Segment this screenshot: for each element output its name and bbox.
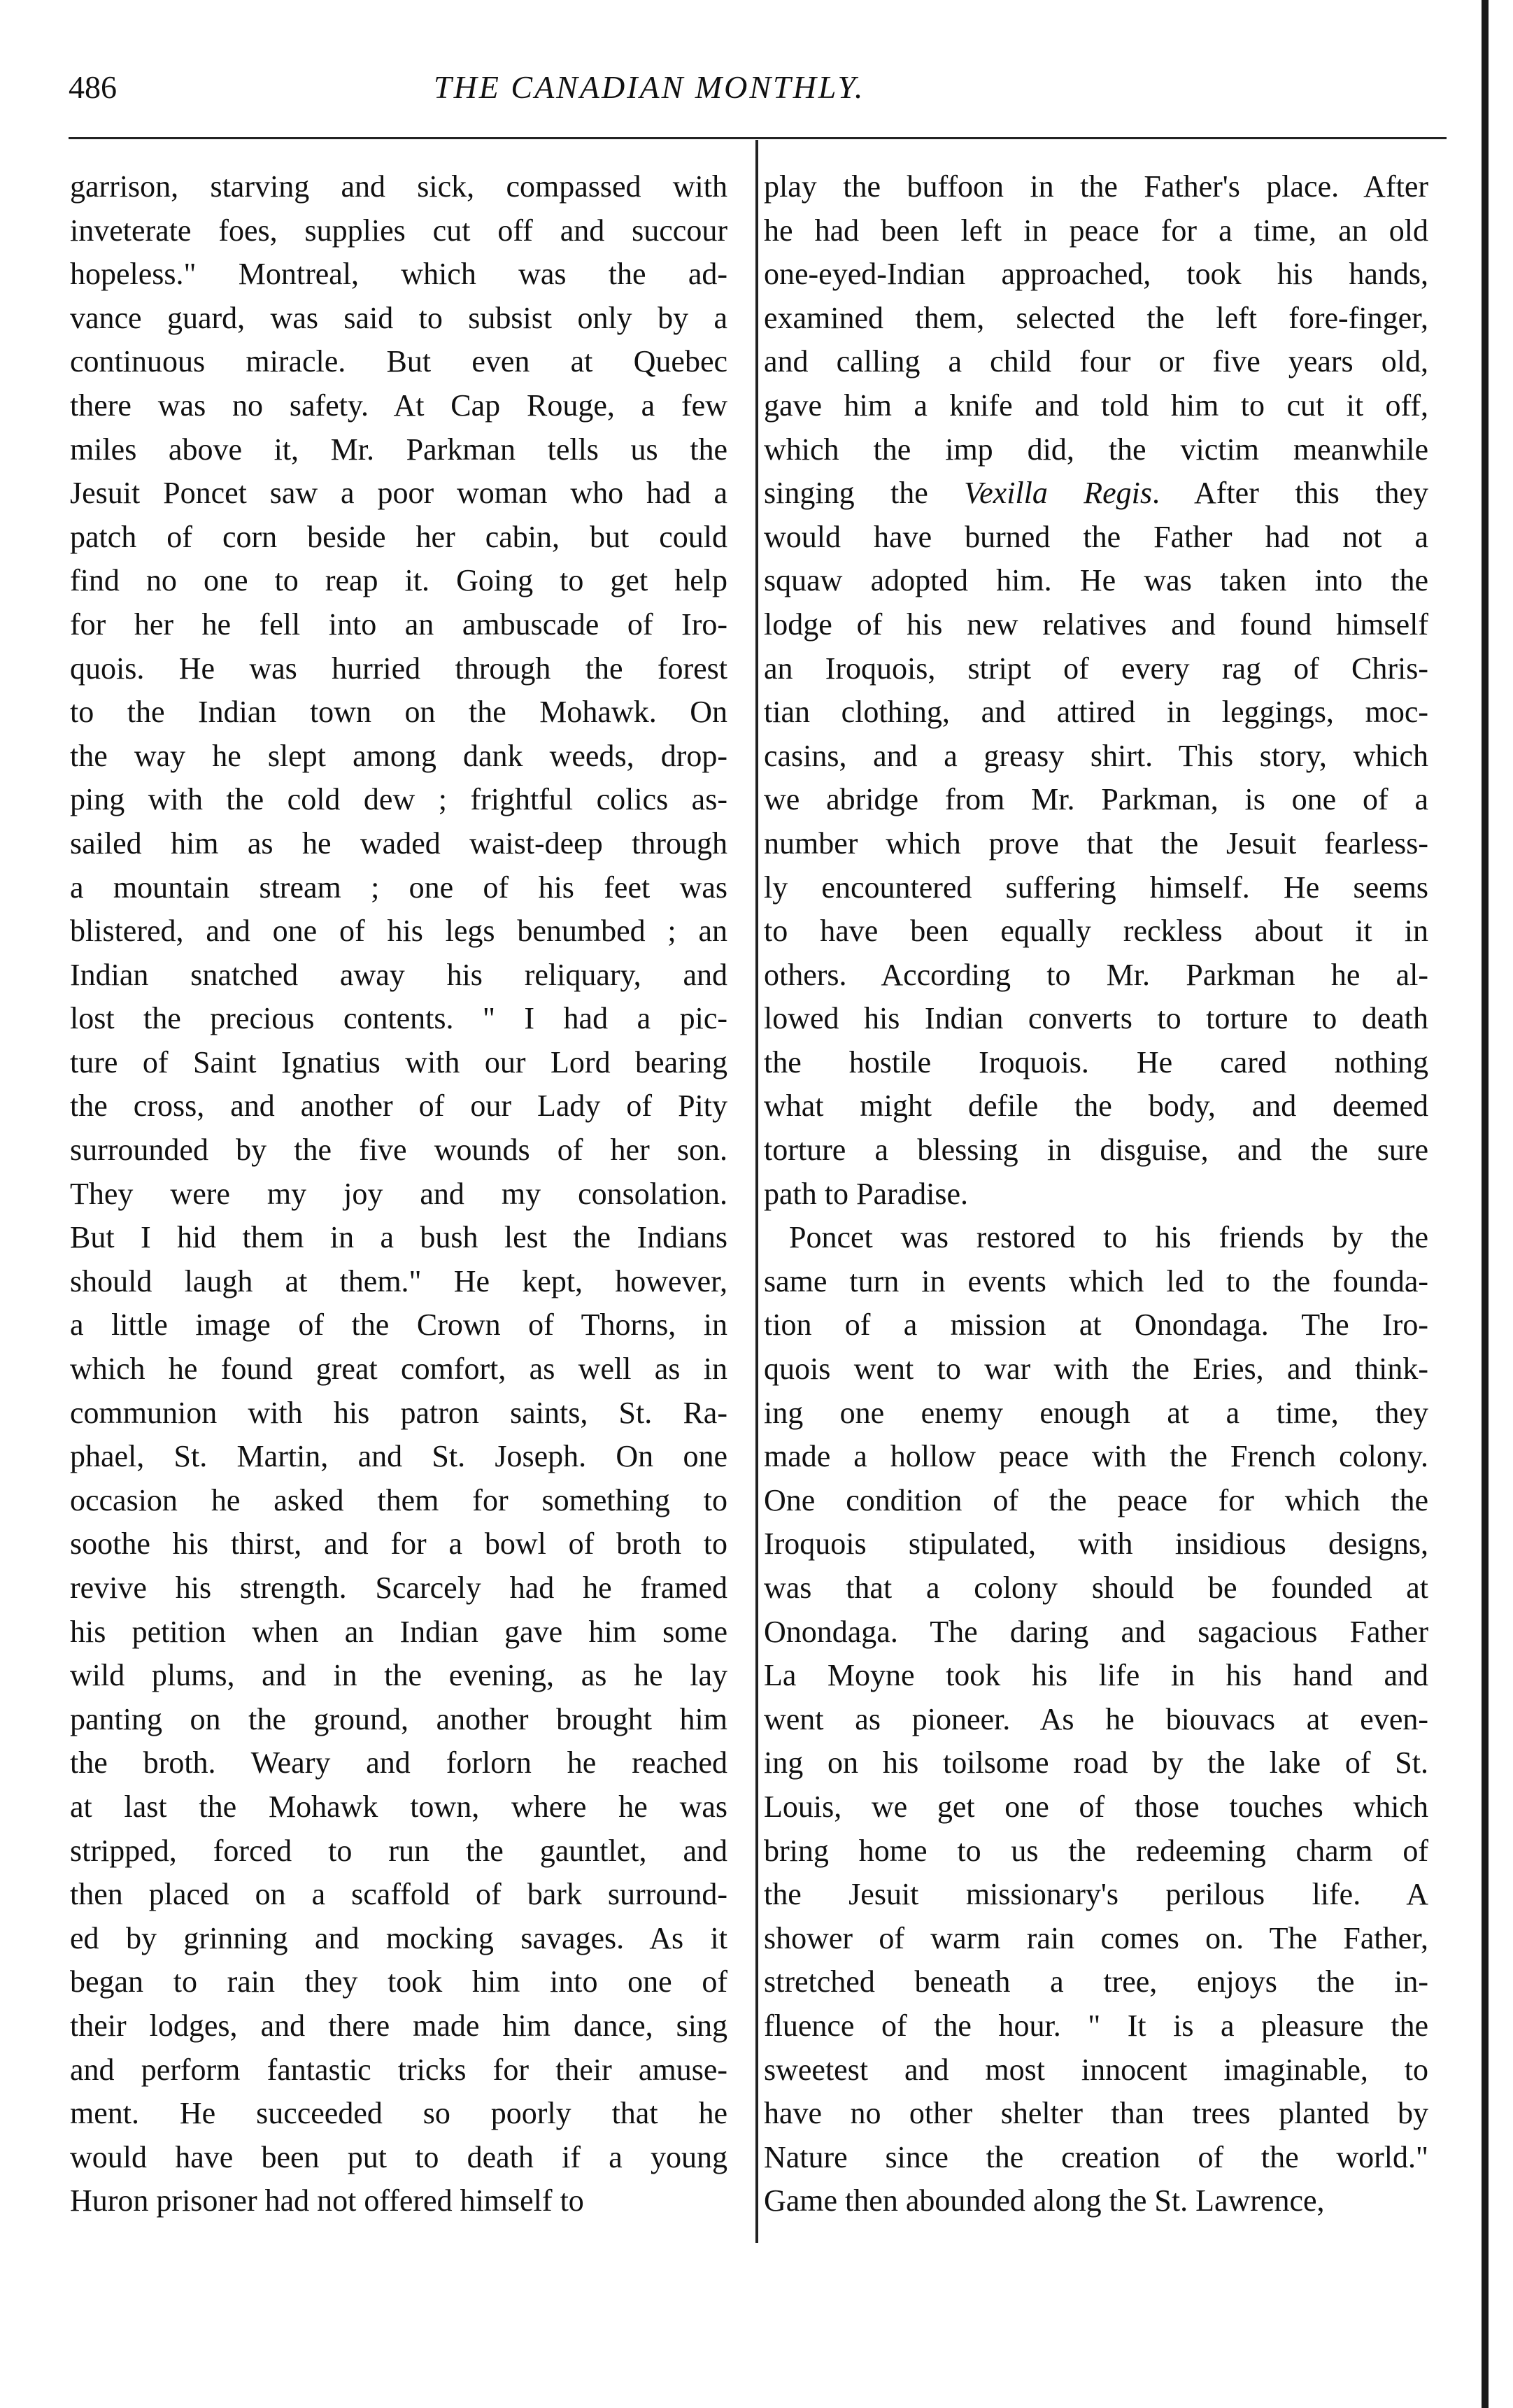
- text-line: would have burned the Father had not a: [764, 519, 1428, 554]
- text-line: lost the precious contents. " I had a pic-: [70, 1001, 727, 1036]
- text-line: examined them, selected the left fore-finger,: [764, 300, 1428, 335]
- text-line: lodge of his new relatives and found himself: [764, 607, 1428, 642]
- text-line: ed by grinning and mocking savages. As it: [70, 1920, 727, 1955]
- text-line: Onondaga. The daring and sagacious Father: [764, 1614, 1428, 1649]
- text-line: quois. He was hurried through the forest: [70, 651, 727, 686]
- text-line: one-eyed-Indian approached, took his hands,: [764, 257, 1428, 292]
- text-line: Indian snatched away his reliquary, and: [70, 957, 727, 992]
- text-line: to have been equally reckless about it in: [764, 914, 1428, 949]
- text-line: Poncet was restored to his friends by the: [789, 1220, 1428, 1255]
- right-column: [764, 165, 1428, 2223]
- text-line: the cross, and another of our Lady of Pity: [70, 1089, 727, 1124]
- text-line: a little image of the Crown of Thorns, in: [70, 1308, 727, 1343]
- text-line: La Moyne took his life in his hand and: [764, 1658, 1428, 1693]
- text-line: garrison, starving and sick, compassed with: [70, 169, 727, 204]
- text-line: shower of warm rain comes on. The Father,: [764, 1920, 1428, 1955]
- text-line: an Iroquois, stript of every rag of Chris-: [764, 651, 1428, 686]
- text-line: soothe his thirst, and for a bowl of broth to: [70, 1527, 727, 1561]
- text-line: he had been left in peace for a time, an old: [764, 213, 1428, 248]
- text-line: inveterate foes, supplies cut off and succour: [70, 213, 727, 248]
- text-line: his petition when an Indian gave him some: [70, 1614, 727, 1649]
- text-line: torture a blessing in disguise, and the sure: [764, 1133, 1428, 1168]
- text-line: the hostile Iroquois. He cared nothing: [764, 1044, 1428, 1079]
- text-line: wild plums, and in the evening, as he lay: [70, 1658, 727, 1693]
- text-line: They were my joy and my consolation.: [70, 1176, 727, 1211]
- header-rule: [69, 137, 1447, 139]
- text-line: which he found great comfort, as well as in: [70, 1352, 727, 1387]
- text-line: stretched beneath a tree, enjoys the in-: [764, 1964, 1428, 1999]
- text-line: find no one to reap it. Going to get help: [70, 563, 727, 598]
- text-line: panting on the ground, another brought him: [70, 1701, 727, 1736]
- text-line: went as pioneer. As he biouvacs at even-: [764, 1701, 1428, 1736]
- text-line: path to Paradise.: [764, 1176, 969, 1211]
- text-line: hopeless." Montreal, which was the ad-: [70, 257, 727, 292]
- text-line: singing the Vexilla Regis. After this they: [764, 476, 1428, 511]
- text-line: have no other shelter than trees planted by: [764, 2096, 1428, 2131]
- text-line: the broth. Weary and forlorn he reached: [70, 1745, 727, 1780]
- text-line: ly encountered suffering himself. He seems: [764, 870, 1428, 905]
- text-line: sweetest and most innocent imaginable, to: [764, 2052, 1428, 2087]
- running-head: THE CANADIAN MONTHLY.: [434, 69, 865, 105]
- text-line: play the buffoon in the Father's place. After: [764, 169, 1428, 204]
- text-line: blistered, and one of his legs benumbed ; an: [70, 914, 727, 949]
- text-line: ment. He succeeded so poorly that he: [70, 2096, 727, 2131]
- text-line: others. According to Mr. Parkman he al-: [764, 957, 1428, 992]
- text-line: then placed on a scaffold of bark surround-: [70, 1877, 727, 1912]
- text-line: Huron prisoner had not offered himself to: [70, 2183, 584, 2218]
- text-line: quois went to war with the Eries, and think-: [764, 1352, 1428, 1387]
- text-line: surrounded by the five wounds of her son.: [70, 1133, 727, 1168]
- text-line: continuous miracle. But even at Quebec: [70, 344, 727, 379]
- text-line: what might defile the body, and deemed: [764, 1089, 1428, 1124]
- text-line: patch of corn beside her cabin, but could: [70, 519, 727, 554]
- text-line: occasion he asked them for something to: [70, 1482, 727, 1517]
- text-line: lowed his Indian converts to torture to death: [764, 1001, 1428, 1036]
- text-line: bring home to us the redeeming charm of: [764, 1833, 1428, 1868]
- text-line: which the imp did, the victim meanwhile: [764, 432, 1428, 467]
- text-line: same turn in events which led to the founda-: [764, 1263, 1428, 1298]
- text-line: should laugh at them." He kept, however,: [70, 1263, 727, 1298]
- text-line: was that a colony should be founded at: [764, 1571, 1428, 1605]
- text-line: would have been put to death if a young: [70, 2139, 727, 2174]
- text-line: gave him a knife and told him to cut it off,: [764, 388, 1428, 423]
- text-line: fluence of the hour. " It is a pleasure the: [764, 2008, 1428, 2043]
- text-line: sailed him as he waded waist-deep through: [70, 826, 727, 860]
- text-line: began to rain they took him into one of: [70, 1964, 727, 1999]
- hymn-title: Vexilla Regis: [964, 476, 1153, 511]
- text-line: ping with the cold dew ; frightful colics as-: [70, 782, 727, 817]
- text-line: their lodges, and there made him dance, sing: [70, 2008, 727, 2043]
- text-line: stripped, forced to run the gauntlet, and: [70, 1833, 727, 1868]
- text-line: Iroquois stipulated, with insidious designs,: [764, 1527, 1428, 1561]
- text-line: and calling a child four or five years old,: [764, 344, 1428, 379]
- text-line: One condition of the peace for which the: [764, 1482, 1428, 1517]
- text-line: number which prove that the Jesuit fearless-: [764, 826, 1428, 860]
- text-line: ing one enemy enough at a time, they: [764, 1395, 1428, 1430]
- text-line: there was no safety. At Cap Rouge, a few: [70, 388, 727, 423]
- page-number: 486: [69, 69, 117, 105]
- text-line: miles above it, Mr. Parkman tells us the: [70, 432, 727, 467]
- text-line: tion of a mission at Onondaga. The Iro-: [764, 1308, 1428, 1343]
- text-line: Nature since the creation of the world.": [764, 2139, 1428, 2174]
- text-line: to the Indian town on the Mohawk. On: [70, 695, 727, 730]
- text-line: squaw adopted him. He was taken into the: [764, 563, 1428, 598]
- text-line: Jesuit Poncet saw a poor woman who had a: [70, 476, 727, 511]
- text-line: Louis, we get one of those touches which: [764, 1789, 1428, 1824]
- text-line: and perform fantastic tricks for their amuse-: [70, 2052, 727, 2087]
- text-line: phael, St. Martin, and St. Joseph. On one: [70, 1439, 727, 1474]
- text-line: revive his strength. Scarcely had he framed: [70, 1571, 727, 1605]
- text-line: ture of Saint Ignatius with our Lord bearing: [70, 1044, 727, 1079]
- text-line: a mountain stream ; one of his feet was: [70, 870, 727, 905]
- text-line: we abridge from Mr. Parkman, is one of a: [764, 782, 1428, 817]
- left-column: [70, 165, 727, 2223]
- text-line: Game then abounded along the St. Lawrence,: [764, 2183, 1325, 2218]
- text-line: vance guard, was said to subsist only by a: [70, 300, 727, 335]
- column-divider: [755, 140, 758, 2243]
- text-line: But I hid them in a bush lest the Indians: [70, 1220, 727, 1255]
- page-edge-shadow: [1482, 0, 1489, 2408]
- text-line: for her he fell into an ambuscade of Iro-: [70, 607, 727, 642]
- text-line: made a hollow peace with the French colony.: [764, 1439, 1428, 1474]
- text-line: ing on his toilsome road by the lake of St.: [764, 1745, 1428, 1780]
- text-line: tian clothing, and attired in leggings, moc-: [764, 695, 1428, 730]
- text-line: at last the Mohawk town, where he was: [70, 1789, 727, 1824]
- text-line: the way he slept among dank weeds, drop-: [70, 738, 727, 773]
- text-line: the Jesuit missionary's perilous life. A: [764, 1877, 1428, 1912]
- text-line: casins, and a greasy shirt. This story, which: [764, 738, 1428, 773]
- text-line: communion with his patron saints, St. Ra-: [70, 1395, 727, 1430]
